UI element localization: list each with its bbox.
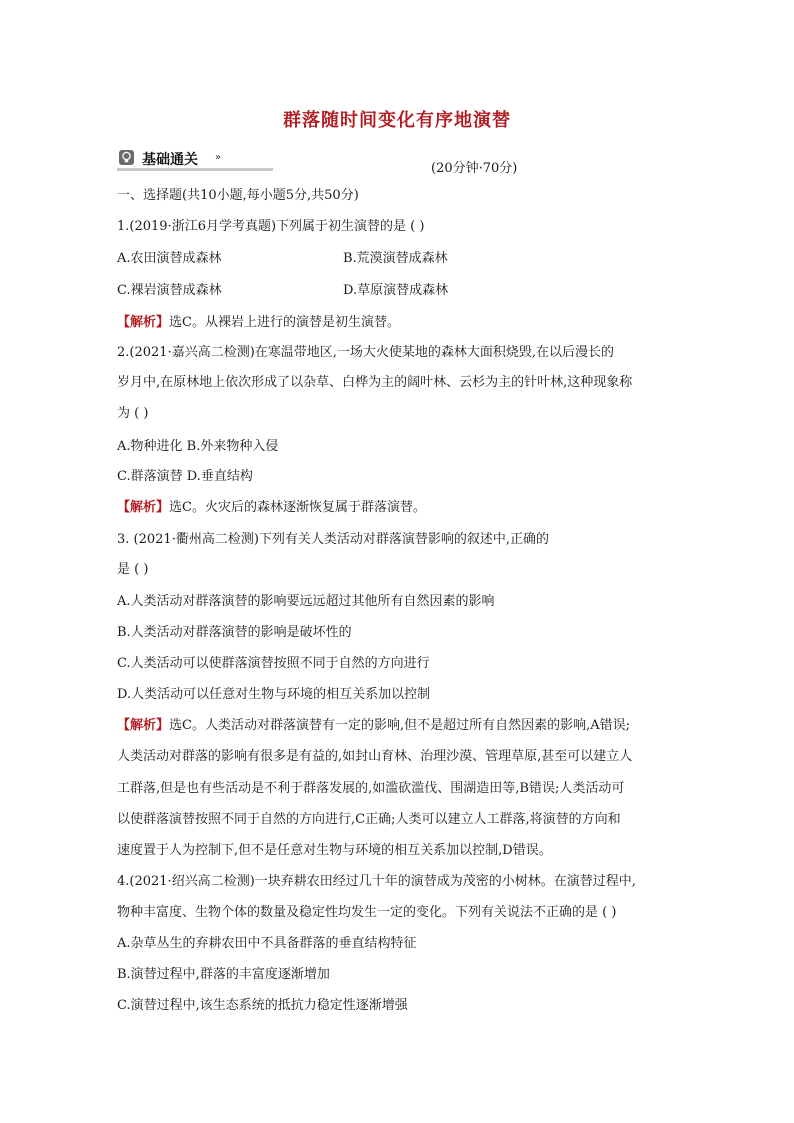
question-2-analysis xyxy=(117,500,426,516)
time-score: (20分钟·70分) xyxy=(431,161,518,176)
question-2-stem-line-2: 岁月中,在原林地上依次形成了以杂草、白桦为主的阔叶林、云杉为主的针叶林,这种现象称 xyxy=(117,375,633,390)
question-3-option-d: D.人类活动可以任意对生物与环境的相互关系加以控制 xyxy=(117,687,431,702)
section-header xyxy=(117,150,273,171)
section-arrows: » xyxy=(215,152,222,163)
section-label: 基础通关 xyxy=(142,152,198,168)
question-2-stem-line-3: 为 ( ) xyxy=(117,406,149,421)
analysis-text: 选C。火灾后的森林逐渐恢复属于群落演替。 xyxy=(169,500,426,515)
question-1-analysis xyxy=(117,315,400,331)
question-3-analysis-line-5: 速度置于人为控制下,但不是任意对生物与环境的相互关系加以控制,D错误。 xyxy=(117,843,552,858)
analysis-label: 【解析】 xyxy=(117,718,170,733)
page-title: 群落随时间变化有序地演替 xyxy=(283,110,511,131)
analysis-label: 【解析】 xyxy=(117,315,170,330)
analysis-text: 选C。从裸岩上进行的演替是初生演替。 xyxy=(169,315,400,330)
question-3-option-b: B.人类活动对群落演替的影响是破坏性的 xyxy=(117,625,352,640)
question-1-option-c: C.裸岩演替成森林 xyxy=(117,283,222,298)
question-1-option-b: B.荒漠演替成森林 xyxy=(343,251,448,266)
question-4-option-a: A.杂草丛生的弃耕农田中不具备群落的垂直结构特征 xyxy=(117,936,417,951)
question-1-stem: 1.(2019·浙江6月学考真题)下列属于初生演替的是 ( ) xyxy=(117,219,425,234)
question-1-option-d: D.草原演替成森林 xyxy=(343,283,449,298)
question-3-option-c: C.人类活动可以使群落演替按照不同于自然的方向进行 xyxy=(117,656,430,671)
question-4-option-c: C.演替过程中,该生态系统的抵抗力稳定性逐渐增强 xyxy=(117,998,408,1013)
question-1-option-a: A.农田演替成森林 xyxy=(117,251,222,266)
question-3-analysis-line-4: 以使群落演替按照不同于自然的方向进行,C正确;人类可以建立人工群落,将演替的方向和 xyxy=(117,812,621,827)
question-4-stem-line-2: 物种丰富度、生物个体的数量及稳定性均发生一定的变化。下列有关说法不正确的是 ( ) xyxy=(117,905,617,920)
analysis-text: 选C。人类活动对群落演替有一定的影响,但不是超过所有自然因素的影响,A错误; xyxy=(169,718,630,733)
question-3-analysis-line-1 xyxy=(117,718,630,734)
question-2-options-cd: C.群落演替 D.垂直结构 xyxy=(117,469,253,484)
question-3-stem-line-2: 是 ( ) xyxy=(117,562,149,577)
analysis-label: 【解析】 xyxy=(117,500,170,515)
question-3-option-a: A.人类活动对群落演替的影响要远远超过其他所有自然因素的影响 xyxy=(117,594,495,609)
question-2-stem-line-1: 2.(2021·嘉兴高二检测)在寒温带地区,一场大火使某地的森林大面积烧毁,在以后漫长的 xyxy=(117,345,615,360)
question-4-option-b: B.演替过程中,群落的丰富度逐渐增加 xyxy=(117,967,330,982)
question-4-stem-line-1: 4.(2021·绍兴高二检测)一块弃耕农田经过几十年的演替成为茂密的小树林。在演替过程中, xyxy=(117,874,636,889)
question-2-options-ab: A.物种进化 B.外来物种入侵 xyxy=(117,439,279,454)
question-3-analysis-line-3: 工群落,但是也有些活动是不利于群落发展的,如滥砍滥伐、围湖造田等,B错误;人类活动可 xyxy=(117,781,625,796)
question-3-stem-line-1: 3. (2021·衢州高二检测)下列有关人类活动对群落演替影响的叙述中,正确的 xyxy=(117,532,550,547)
question-3-analysis-line-2: 人类活动对群落的影响有很多是有益的,如封山育林、治理沙漠、管理草原,甚至可以建立人 xyxy=(117,749,633,764)
part-header: 一、选择题(共10小题,每小题5分,共50分) xyxy=(117,188,359,203)
lightbulb-icon xyxy=(119,150,134,165)
